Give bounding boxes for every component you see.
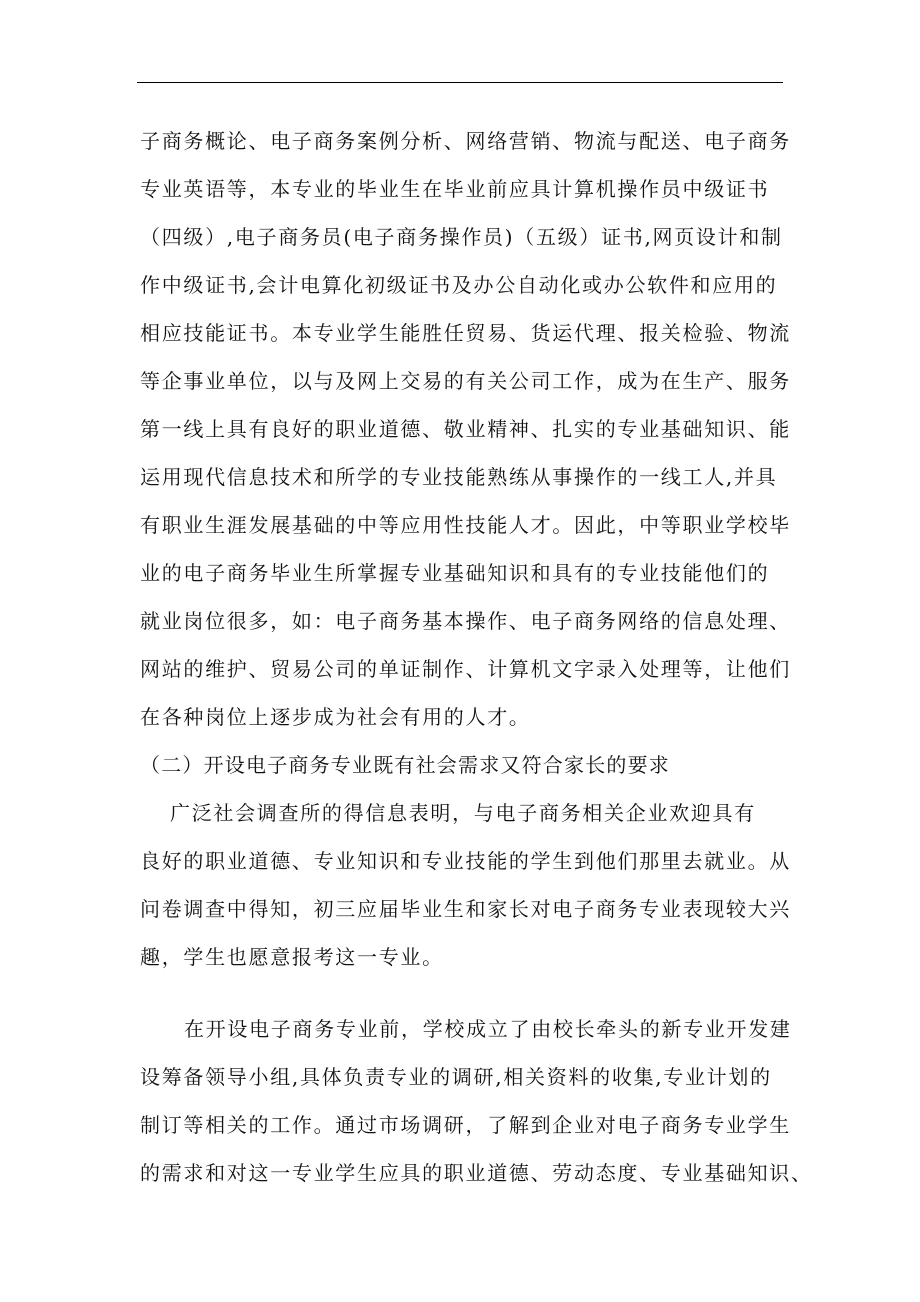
paragraph-line: 问卷调查中得知，初三应届毕业生和家长对电子商务专业表现较大兴	[140, 897, 791, 921]
paragraph-line: 有职业生涯发展基础的中等应用性技能人才。因此，中等职业学校毕	[140, 513, 791, 537]
paragraph-line: 第一线上具有良好的职业道德、敬业精神、扎实的专业基础知识、能	[140, 417, 791, 441]
paragraph-line: 网站的维护、贸易公司的单证制作、计算机文字录入处理等，让他们	[140, 657, 791, 681]
paragraph-line: 作中级证书,会计电算化初级证书及办公自动化或办公软件和应用的	[140, 273, 778, 297]
paragraph-line: 专业英语等，本专业的毕业生在毕业前应具计算机操作员中级证书	[140, 177, 770, 201]
paragraph-line: 就业岗位很多，如：电子商务基本操作、电子商务网络的信息处理、	[140, 609, 791, 633]
paragraph-gap	[140, 981, 788, 1005]
paragraph-line: 在各种岗位上逐步成为社会有用的人才。	[140, 705, 531, 729]
paragraph-line: 等企事业单位，以与及网上交易的有关公司工作，成为在生产、服务	[140, 369, 791, 393]
paragraph-line: 业的电子商务毕业生所掌握专业基础知识和具有的专业技能他们的	[140, 561, 770, 585]
paragraph-line: 在开设电子商务专业前，学校成立了由校长牵头的新专业开发建	[184, 1017, 792, 1041]
paragraph-line: 趣，学生也愿意报考这一专业。	[140, 945, 444, 969]
paragraph-line: 运用现代信息技术和所学的专业技能熟练从事操作的一线工人,并具	[140, 465, 778, 489]
header-rule	[137, 82, 783, 83]
paragraph-line: 相应技能证书。本专业学生能胜任贸易、货运代理、报关检验、物流	[140, 321, 791, 345]
body-text	[140, 117, 813, 1197]
paragraph-line: 广泛社会调查所的得信息表明，与电子商务相关企业欢迎具有	[170, 801, 756, 825]
paragraph-line: （四级）,电子商务员(电子商务操作员)（五级）证书,网页设计和制	[140, 225, 783, 249]
section-heading: （二）开设电子商务专业既有社会需求又符合家长的要求	[140, 753, 670, 777]
paragraph-line: 设筹备领导小组,具体负责专业的调研,相关资料的收集,专业计划的	[140, 1065, 772, 1089]
paragraph-line: 制订等相关的工作。通过市场调研，了解到企业对电子商务专业学生	[140, 1113, 791, 1137]
paragraph-line: 良好的职业道德、专业知识和专业技能的学生到他们那里去就业。从	[140, 849, 791, 873]
paragraph-line: 子商务概论、电子商务案例分析、网络营销、物流与配送、电子商务	[140, 129, 791, 153]
paragraph-line: 的需求和对这一专业学生应具的职业道德、劳动态度、专业基础知识、	[140, 1161, 813, 1185]
